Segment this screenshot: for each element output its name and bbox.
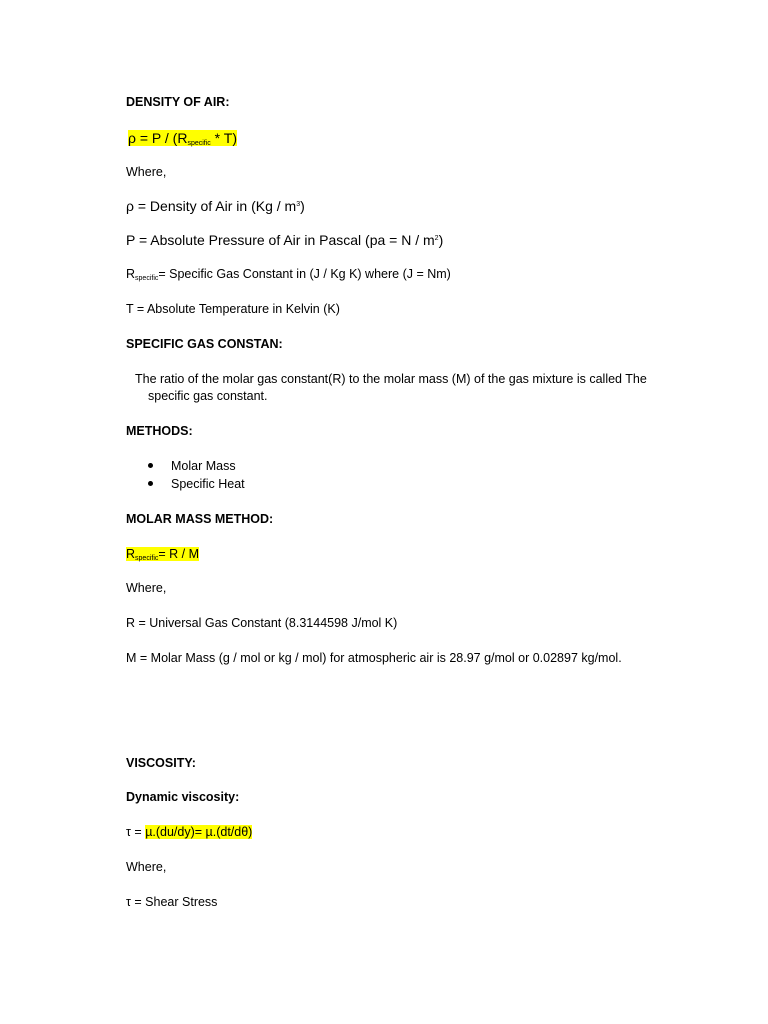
list-item-label: Specific Heat	[171, 477, 245, 491]
heading-viscosity: VISCOSITY:	[126, 756, 196, 770]
definition-rho-superscript: 3	[296, 201, 301, 208]
viscosity-formula-tau: τ =	[126, 825, 146, 839]
molar-formula-rest: = R / M	[158, 547, 200, 561]
definition-pressure-end: )	[438, 232, 444, 248]
definition-rho	[126, 197, 305, 214]
paragraph-line-1: The ratio of the molar gas constant(R) to the molar mass (M) of the gas mixture is called The	[135, 372, 647, 386]
density-formula-subscript: specific	[187, 140, 211, 147]
density-formula	[128, 130, 237, 152]
molar-formula-highlight	[126, 547, 199, 561]
definition-universal-gas-constant: R = Universal Gas Constant (8.3144598 J/mol K)	[126, 616, 398, 630]
paragraph-line-2: specific gas constant.	[148, 389, 268, 403]
where-label-1: Where,	[126, 165, 167, 179]
heading-density-of-air: DENSITY OF AIR:	[126, 95, 230, 109]
bullet-icon	[148, 463, 153, 468]
definition-pressure-text: P = Absolute Pressure of Air in Pascal (pa = N / m	[126, 232, 435, 248]
definition-temperature: T = Absolute Temperature in Kelvin (K)	[126, 302, 340, 316]
definition-shear-stress: τ = Shear Stress	[126, 895, 218, 909]
list-item	[148, 458, 236, 474]
definition-rho-end: )	[300, 198, 305, 214]
where-label-3: Where,	[126, 860, 167, 874]
where-label-2: Where,	[126, 581, 167, 595]
definition-molar-mass: M = Molar Mass (g / mol or kg / mol) for atmospheric air is 28.97 g/mol or 0.02897 kg/mol.	[126, 651, 622, 665]
definition-r-text: = Specific Gas Constant in (J / Kg K) where (J = Nm)	[158, 267, 451, 281]
viscosity-formula-highlight: µ.(du/dy)= µ.(dt/dθ)	[145, 825, 253, 839]
heading-dynamic-viscosity: Dynamic viscosity:	[126, 790, 240, 804]
definition-pressure	[126, 231, 443, 248]
definition-r-specific	[126, 266, 451, 287]
definition-r-subscript: specific	[135, 275, 159, 282]
bullet-icon	[148, 481, 153, 486]
list-item-label: Molar Mass	[171, 459, 236, 473]
density-formula-main: ρ = P / (R	[128, 130, 188, 146]
list-item	[148, 476, 245, 492]
molar-formula-subscript: specific	[135, 555, 159, 562]
definition-r-letter: R	[126, 267, 136, 281]
density-formula-end: * T)	[210, 130, 237, 146]
molar-formula	[126, 546, 199, 567]
heading-specific-gas-constant: SPECIFIC GAS CONSTAN:	[126, 337, 283, 351]
viscosity-formula	[126, 824, 252, 840]
molar-formula-r: R	[126, 547, 136, 561]
heading-methods: METHODS:	[126, 424, 193, 438]
definition-pressure-superscript: 2	[434, 235, 439, 242]
heading-molar-mass-method: MOLAR MASS METHOD:	[126, 512, 274, 526]
density-formula-highlight	[128, 130, 237, 146]
definition-rho-text: ρ = Density of Air in (Kg / m	[126, 198, 297, 214]
